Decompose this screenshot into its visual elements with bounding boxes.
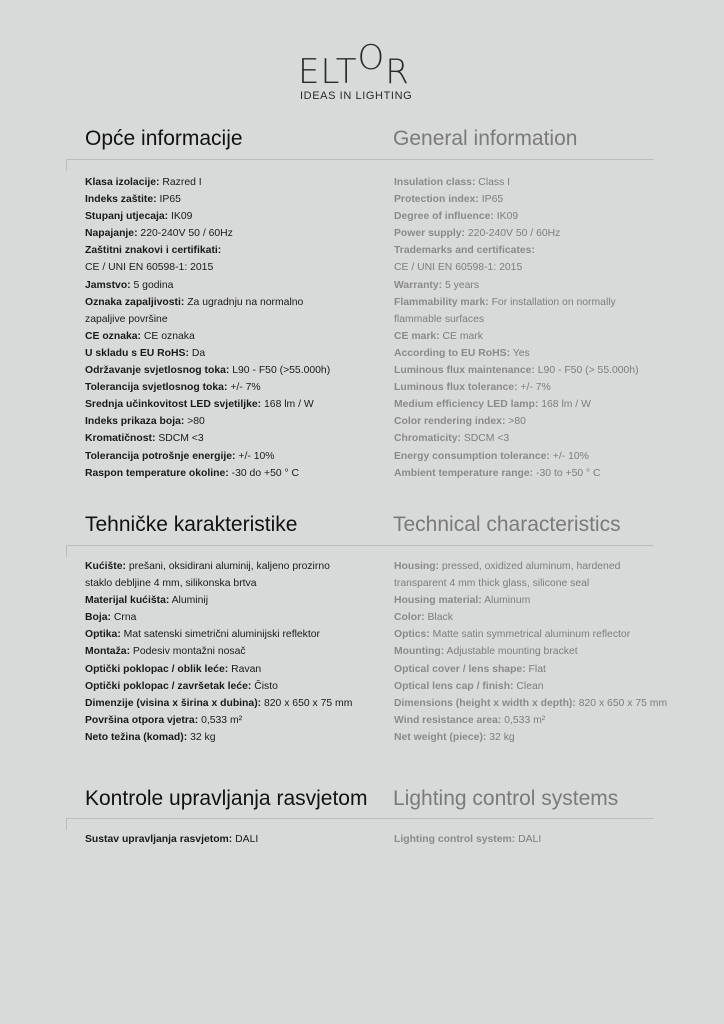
technical-en-list — [394, 558, 684, 746]
spec-row — [394, 242, 684, 259]
spec-row — [394, 678, 684, 695]
spec-key: Optički poklopac / završetak leće: — [85, 680, 252, 692]
spec-key: Stupanj utjecaja: — [85, 211, 169, 223]
spec-key: Optički poklopac / oblik leće: — [85, 663, 229, 675]
spec-row — [85, 294, 385, 311]
spec-value: 32 kg — [486, 731, 515, 743]
spec-row — [394, 294, 684, 311]
spec-value: 820 x 650 x 75 mm — [575, 697, 668, 709]
spec-key: Oznaka zapaljivosti: — [85, 296, 185, 308]
spec-row — [85, 328, 385, 345]
logo-wordmark — [298, 38, 410, 92]
spec-key: Trademarks and certificates: — [394, 245, 535, 257]
spec-row — [394, 729, 684, 746]
spec-key: Optical lens cap / finish: — [394, 680, 514, 692]
spec-key: Net weight (piece): — [394, 731, 487, 743]
spec-value: Aluminij — [169, 595, 209, 607]
spec-value: flammable surfaces — [394, 313, 485, 325]
spec-key: Medium efficiency LED lamp: — [394, 399, 539, 411]
spec-row — [85, 259, 385, 276]
spec-row — [85, 242, 385, 259]
section-title-technical-hr: Tehničke karakteristike — [85, 513, 298, 536]
spec-row — [394, 174, 684, 191]
spec-row — [394, 558, 684, 575]
spec-value: +/- 10% — [549, 450, 589, 462]
spec-key: Optika: — [85, 629, 121, 641]
spec-value: 168 lm / W — [261, 399, 314, 411]
spec-value: Da — [188, 347, 206, 359]
spec-value: DALI — [515, 834, 542, 845]
spec-key: Ambient temperature range: — [394, 467, 534, 479]
spec-row — [85, 208, 385, 225]
spec-row — [85, 174, 385, 191]
spec-value: 32 kg — [187, 731, 216, 743]
section-divider-tick — [66, 545, 67, 557]
spec-row — [85, 558, 385, 575]
spec-row — [394, 643, 684, 660]
spec-row — [394, 430, 684, 447]
spec-value: CE / UNI EN 60598-1: 2015 — [85, 262, 214, 274]
spec-row — [394, 695, 684, 712]
spec-value: L90 - F50 (>55.000h) — [229, 365, 331, 377]
spec-row — [85, 831, 385, 848]
spec-key: Luminous flux maintenance: — [394, 365, 535, 377]
spec-value: Flat — [525, 663, 546, 675]
spec-row — [85, 695, 385, 712]
spec-value: zapaljive površine — [85, 313, 168, 325]
controls-hr-list — [85, 831, 385, 848]
section-divider — [66, 545, 654, 546]
general-info-hr-list — [85, 174, 385, 482]
spec-row — [85, 729, 385, 746]
section-title-technical-en: Technical characteristics — [393, 513, 621, 536]
spec-value: Aluminum — [481, 595, 531, 607]
spec-row — [394, 277, 684, 294]
spec-key: CE oznaka: — [85, 330, 142, 342]
spec-key: Materijal kućišta: — [85, 595, 170, 607]
spec-row — [394, 626, 684, 643]
spec-value: Class I — [475, 177, 511, 188]
spec-key: Klasa izolacije: — [85, 177, 160, 188]
spec-row — [394, 259, 684, 276]
spec-value: Black — [424, 612, 453, 624]
spec-row — [394, 208, 684, 225]
spec-key: Optics: — [394, 629, 430, 641]
spec-key: According to EU RoHS: — [394, 347, 511, 359]
spec-key: Chromaticity: — [394, 433, 461, 445]
spec-value: 220-240V 50 / 60Hz — [137, 228, 233, 240]
eltor-logo — [298, 38, 438, 106]
spec-value: >80 — [505, 416, 526, 428]
spec-row — [85, 345, 385, 362]
spec-key: Mounting: — [394, 646, 445, 658]
logo-letters-end: R — [385, 52, 410, 92]
spec-key: Color: — [394, 612, 425, 624]
spec-row — [85, 609, 385, 626]
spec-key: Flammability mark: — [394, 296, 489, 308]
spec-key: Jamstvo: — [85, 279, 131, 291]
spec-key: Površina otpora vjetra: — [85, 714, 199, 726]
spec-key: Tolerancija svjetlosnog toka: — [85, 382, 228, 394]
spec-row — [394, 191, 684, 208]
spec-row — [85, 379, 385, 396]
section-divider-tick — [66, 159, 67, 171]
spec-value: 5 godina — [130, 279, 174, 291]
spec-value: Razred I — [159, 177, 202, 188]
spec-row — [85, 311, 385, 328]
spec-value: SDCM <3 — [155, 433, 204, 445]
spec-key: Wind resistance area: — [394, 714, 502, 726]
spec-row — [85, 191, 385, 208]
spec-value: >80 — [184, 416, 205, 428]
spec-value: L90 - F50 (> 55.000h) — [534, 365, 639, 377]
spec-key: Sustav upravljanja rasvjetom: — [85, 834, 233, 845]
section-title-general-en: General information — [393, 127, 578, 150]
spec-row — [85, 712, 385, 729]
spec-value: IP65 — [156, 194, 181, 206]
spec-key: Housing material: — [394, 595, 482, 607]
spec-key: Održavanje svjetlosnog toka: — [85, 365, 230, 377]
spec-value: CE mark — [439, 330, 483, 342]
spec-value: Mat satenski simetrični aluminijski reflektor — [120, 629, 321, 641]
spec-value: Ravan — [228, 663, 262, 675]
spec-row — [85, 396, 385, 413]
spec-value: +/- 7% — [517, 382, 551, 394]
spec-row — [85, 678, 385, 695]
spec-key: CE mark: — [394, 330, 440, 342]
spec-row — [394, 225, 684, 242]
section-title-general-hr: Opće informacije — [85, 127, 243, 150]
spec-value: Yes — [510, 347, 530, 359]
spec-value: CE / UNI EN 60598-1: 2015 — [394, 262, 523, 274]
spec-value: Matte satin symmetrical aluminum reflector — [429, 629, 631, 641]
spec-row — [85, 465, 385, 482]
spec-key: Indeks zaštite: — [85, 194, 157, 206]
spec-row — [85, 413, 385, 430]
spec-key: Napajanje: — [85, 228, 138, 240]
spec-key: Color rendering index: — [394, 416, 506, 428]
spec-value: staklo debljine 4 mm, silikonska brtva — [85, 578, 257, 590]
spec-row — [85, 643, 385, 660]
spec-key: Indeks prikaza boja: — [85, 416, 185, 428]
spec-key: Kućište: — [85, 561, 126, 572]
spec-key: Luminous flux tolerance: — [394, 382, 518, 394]
spec-row — [394, 592, 684, 609]
spec-key: Optical cover / lens shape: — [394, 663, 526, 675]
spec-row — [85, 277, 385, 294]
spec-row — [85, 661, 385, 678]
spec-key: U skladu s EU RoHS: — [85, 347, 189, 359]
spec-value: SDCM <3 — [460, 433, 510, 445]
spec-value: Podesiv montažni nosač — [130, 646, 246, 658]
spec-row — [394, 311, 684, 328]
spec-key: Raspon temperature okoline: — [85, 467, 229, 479]
spec-row — [394, 609, 684, 626]
spec-value: 820 x 650 x 75 mm — [261, 697, 353, 709]
spec-key: Power supply: — [394, 228, 466, 240]
spec-value: prešani, oksidirani aluminij, kaljeno prozirno — [126, 561, 330, 572]
spec-key: Degree of influence: — [394, 211, 494, 223]
spec-key: Protection index: — [394, 194, 479, 206]
spec-row — [394, 328, 684, 345]
spec-value: -30 to +50 ° C — [533, 467, 601, 479]
spec-key: Zaštitni znakovi i certifikati: — [85, 245, 222, 257]
spec-key: Dimensions (height x width x depth): — [394, 697, 576, 709]
spec-row — [394, 396, 684, 413]
spec-value: +/- 7% — [227, 382, 261, 394]
spec-row — [394, 465, 684, 482]
spec-key: Kromatičnost: — [85, 433, 156, 445]
spec-row — [394, 379, 684, 396]
spec-value: Clean — [513, 680, 544, 692]
section-divider — [66, 818, 654, 819]
spec-row — [394, 345, 684, 362]
spec-value: 0,533 m² — [198, 714, 243, 726]
spec-value: For installation on normally — [488, 296, 616, 308]
spec-key: Srednja učinkovitost LED svjetiljke: — [85, 399, 262, 411]
logo-letter-raised: O — [357, 38, 386, 78]
spec-key: Dimenzije (visina x širina x dubina): — [85, 697, 262, 709]
spec-row — [394, 362, 684, 379]
spec-value: pressed, oxidized aluminum, hardened — [439, 561, 621, 572]
general-info-en-list — [394, 174, 684, 482]
spec-value: +/- 10% — [235, 450, 275, 462]
spec-key: Montaža: — [85, 646, 131, 658]
spec-row — [394, 575, 684, 592]
spec-row — [85, 626, 385, 643]
spec-value: -30 do +50 ° C — [228, 467, 300, 479]
spec-key: Energy consumption tolerance: — [394, 450, 550, 462]
spec-row — [85, 448, 385, 465]
logo-letters-start: ELT — [298, 52, 358, 92]
spec-key: Neto težina (komad): — [85, 731, 188, 743]
spec-value: Adjustable mounting bracket — [444, 646, 578, 658]
spec-key: Boja: — [85, 612, 111, 624]
spec-value: Čisto — [251, 680, 278, 692]
spec-row — [85, 592, 385, 609]
spec-row — [394, 448, 684, 465]
spec-value: 5 years — [442, 279, 480, 291]
technical-hr-list — [85, 558, 385, 746]
spec-key: Tolerancija potrošnje energije: — [85, 450, 236, 462]
spec-value: 0,533 m² — [501, 714, 546, 726]
section-title-controls-hr: Kontrole upravljanja rasvjetom — [85, 787, 368, 810]
spec-value: 168 lm / W — [538, 399, 591, 411]
spec-value: IK09 — [493, 211, 519, 223]
logo-tagline: IDEAS IN LIGHTING — [300, 90, 413, 102]
spec-key: Lighting control system: — [394, 834, 516, 845]
spec-value: Crna — [110, 612, 137, 624]
spec-value: Za ugradnju na normalno — [184, 296, 304, 308]
spec-value: transparent 4 mm thick glass, silicone seal — [394, 578, 590, 590]
spec-row — [394, 831, 684, 848]
spec-row — [85, 575, 385, 592]
section-title-controls-en: Lighting control systems — [393, 787, 619, 810]
spec-row — [394, 661, 684, 678]
spec-value: IK09 — [168, 211, 193, 223]
section-divider — [66, 159, 654, 160]
spec-key: Warranty: — [394, 279, 443, 291]
spec-value: DALI — [232, 834, 259, 845]
spec-value: 220-240V 50 / 60Hz — [465, 228, 561, 240]
spec-key: Housing: — [394, 561, 440, 572]
spec-row — [85, 225, 385, 242]
section-divider-tick — [66, 818, 67, 830]
spec-row — [394, 413, 684, 430]
spec-key: Insulation class: — [394, 177, 476, 188]
spec-value: CE oznaka — [141, 330, 195, 342]
spec-value: IP65 — [478, 194, 504, 206]
spec-row — [85, 362, 385, 379]
controls-en-list — [394, 831, 684, 848]
spec-row — [394, 712, 684, 729]
spec-row — [85, 430, 385, 447]
